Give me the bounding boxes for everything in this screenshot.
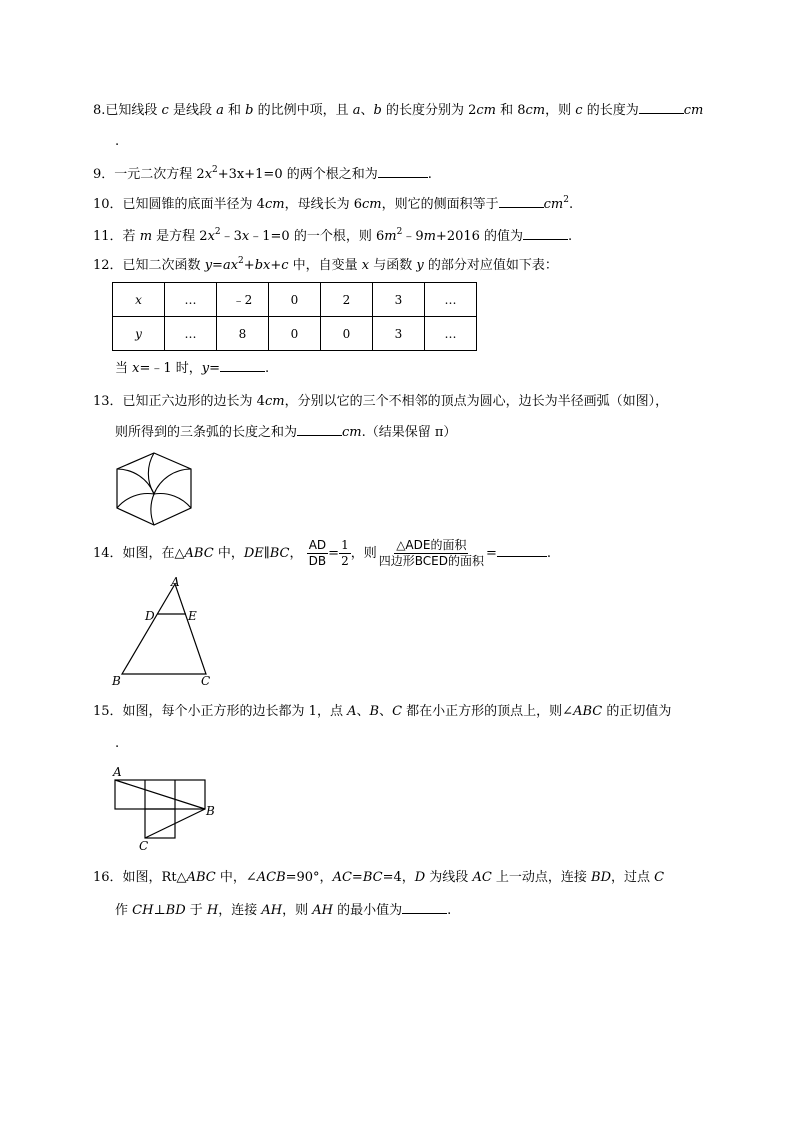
- question-15-end: .: [115, 736, 120, 751]
- label-b: B: [206, 804, 215, 818]
- triangle-abc-figure: [108, 574, 218, 690]
- answer-blank: [499, 195, 544, 208]
- question-11: 11．若 m 是方程 $2x^2﹣3x﹣1=0$ 的一个根，则 $6m^2﹣9m+2016$ 的值为 .: [93, 227, 573, 244]
- question-9: 9．一元二次方程 $2x^2+3x+1=0$ 的两个根之和为 .: [93, 165, 432, 182]
- table-row: y … 8 0 0 3 …: [113, 317, 477, 351]
- label-e: E: [188, 609, 197, 623]
- answer-blank: [402, 901, 447, 914]
- label-a: A: [171, 575, 180, 589]
- label-c: C: [139, 839, 149, 853]
- question-13-line2: 则所得到的三条弧的长度之和为 cm.（结果保留 π）: [115, 425, 457, 440]
- answer-blank: [497, 544, 547, 557]
- question-12: 12．已知二次函数 $y=ax^2+bx+c$ 中，自变量 x 与函数 y 的部分对应值如下表：: [93, 256, 558, 273]
- table-row: x … ﹣2 0 2 3 …: [113, 283, 477, 317]
- answer-blank: [378, 165, 428, 178]
- question-13: 13．已知正六边形的边长为 4cm，分别以它的三个不相邻的顶点为圆心，边长为半径画弧（如图），: [93, 394, 669, 409]
- fraction-one-half: $\frac{1}{2}$: [341, 538, 349, 568]
- question-12-ask: 当 x=﹣1 时，y= .: [115, 361, 270, 376]
- question-15: 15．如图，每个小正方形的边长都为 1，点 A、B、C 都在小正方形的顶点上，则∠ABC 的正切值为: [93, 704, 672, 719]
- answer-blank: [523, 227, 568, 240]
- fraction-ad-db: $\frac{AD}{DB}$: [308, 538, 327, 568]
- answer-blank: [220, 359, 265, 372]
- value-table: [112, 282, 477, 351]
- label-d: D: [145, 609, 155, 623]
- answer-blank: [639, 101, 684, 114]
- fraction-area-ratio: $\frac{\text{△ADE的面积}}{\text{四边形BCED的面积}}$: [378, 538, 484, 568]
- question-16: 16．如图，Rt△ABC 中，∠ACB=90°，AC=BC=4，D 为线段 AC 上一动点，连接 BD，过点 C: [93, 870, 665, 885]
- grid-angle-figure: [108, 764, 223, 854]
- answer-blank: [297, 423, 342, 436]
- label-a: A: [113, 765, 122, 779]
- question-16-line2: 作 CH⊥BD 于 H，连接 AH，则 AH 的最小值为 .: [115, 903, 452, 918]
- label-b: B: [112, 674, 121, 688]
- question-14: 14．如图，在△ABC 中，DE∥BC， $\frac{AD}{DB}$ = $\frac{1}{2}$ ，则 $\frac{\text{△ADE的面积}}{\text{四边形BCED的面积}}$ = .: [93, 538, 551, 568]
- question-8-end: .: [115, 134, 120, 149]
- question-10: 10．已知圆锥的底面半径为 4cm，母线长为 6cm，则它的侧面积等于 $cm^2$.: [93, 195, 574, 212]
- question-8: 8.已知线段 c 是线段 a 和 b 的比例中项，且 a、b 的长度分别为 2cm 和 8cm，则 c 的长度为 cm: [93, 103, 704, 118]
- hexagon-arcs-figure: [112, 450, 196, 528]
- label-c: C: [201, 674, 211, 688]
